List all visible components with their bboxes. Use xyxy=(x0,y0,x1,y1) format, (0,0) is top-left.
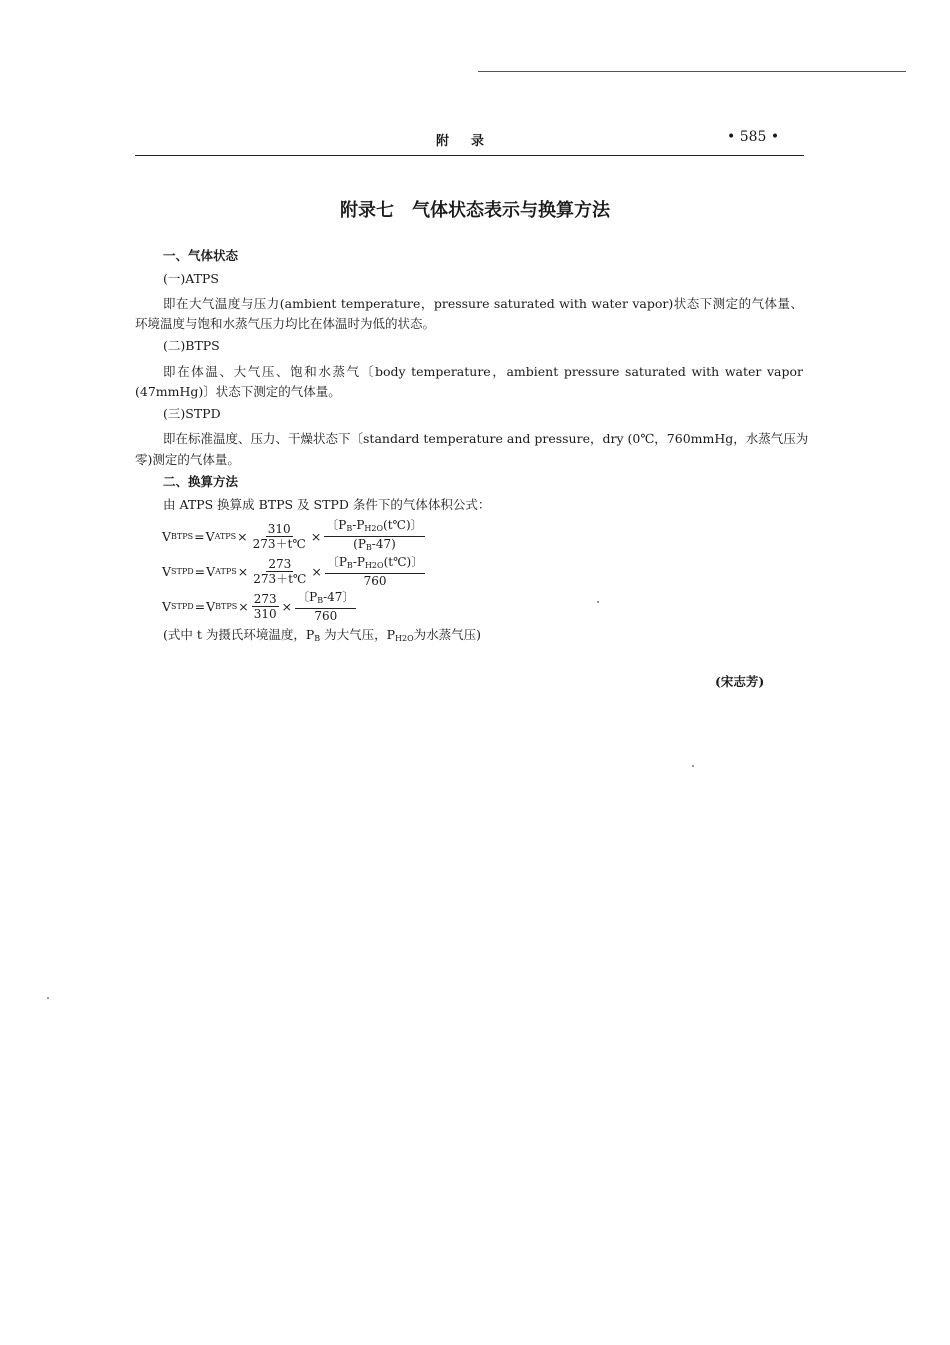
times-sign: × xyxy=(281,598,293,614)
formula-stpd-from-atps xyxy=(162,553,427,589)
numerator xyxy=(295,590,356,609)
fraction xyxy=(295,590,356,623)
times-sign: × xyxy=(237,528,248,544)
numerator: 273 xyxy=(253,591,277,606)
formula-stpd-from-btps xyxy=(162,588,358,624)
denominator: 273＋t℃ xyxy=(253,571,307,586)
formula-subscript: BTPS xyxy=(215,601,238,611)
header-rule xyxy=(135,155,804,156)
fraction xyxy=(252,592,279,621)
atps-label: (一)ATPS xyxy=(163,271,219,286)
formula-symbol: V xyxy=(206,598,216,614)
formula-subscript: STPD xyxy=(171,601,194,611)
stpd-text-line-2: 零)测定的气体量。 xyxy=(135,452,240,467)
subscript-b: B xyxy=(365,542,372,552)
formula-symbol: V xyxy=(162,528,172,544)
subscript-b: B xyxy=(317,595,324,605)
formula-symbol: V xyxy=(206,563,216,579)
equals-sign: = xyxy=(194,563,206,579)
denominator xyxy=(351,537,398,555)
section-heading-gas-states: 一、气体状态 xyxy=(163,248,239,263)
subscript-b: B xyxy=(346,560,353,570)
denominator: 760 xyxy=(314,608,338,623)
equals-sign: = xyxy=(194,598,206,614)
formula-subscript: ATPS xyxy=(215,566,237,576)
numerator: 273 xyxy=(268,556,292,571)
formula-subscript: BTPS xyxy=(171,531,194,541)
subscript-b: B xyxy=(314,634,321,643)
numerator-part: -P xyxy=(352,554,365,569)
numerator-part: -P xyxy=(352,517,365,532)
times-sign: × xyxy=(238,598,249,614)
btps-label: (二)BTPS xyxy=(163,338,220,353)
subscript-h2o: H2O xyxy=(395,634,414,643)
stpd-text-line-1: 即在标准温度、压力、干燥状态下〔standard temperature and pressure，dry (0℃，760mmHg，水蒸气压为 xyxy=(163,431,809,446)
numerator-part: -47〕 xyxy=(323,589,355,604)
stpd-label: (三)STPD xyxy=(163,406,221,421)
btps-text-line-2: (47mmHg)〕状态下测定的气体量。 xyxy=(135,384,341,399)
fraction xyxy=(325,555,425,588)
fraction xyxy=(324,518,424,555)
note-part: (式中 t 为摄氏环境温度，P xyxy=(163,627,315,642)
btps-text-line-1: 即在体温、大气压、饱和水蒸气〔body temperature，ambient pressure saturated with water vapor xyxy=(163,364,803,379)
denominator: 273＋t℃ xyxy=(252,536,306,551)
numerator-part: 〔P xyxy=(326,554,347,569)
running-title: 附录 xyxy=(436,134,507,149)
formula-btps xyxy=(162,518,427,554)
times-sign: × xyxy=(311,563,322,579)
subscript-b: B xyxy=(346,523,353,533)
denominator-part: -47) xyxy=(371,536,396,551)
times-sign: × xyxy=(310,528,322,544)
numerator-part: 〔P xyxy=(326,517,347,532)
formula-symbol: V xyxy=(205,528,215,544)
atps-text-line-1: 即在大气温度与压力(ambient temperature，pressure saturated with water vapor)状态下测定的气体量、 xyxy=(163,296,803,311)
scan-speck xyxy=(597,601,599,603)
top-rule xyxy=(478,71,906,72)
numerator xyxy=(324,518,424,537)
section-heading-conversion: 二、换算方法 xyxy=(163,474,239,489)
appendix-title: 附录七 气体状态表示与换算方法 xyxy=(340,200,610,221)
subscript-h2o: H2O xyxy=(364,523,384,533)
formula-symbol: V xyxy=(162,598,172,614)
conversion-intro: 由 ATPS 换算成 BTPS 及 STPD 条件下的气体体积公式： xyxy=(163,497,491,512)
fraction xyxy=(251,522,308,551)
formula-note xyxy=(163,627,481,647)
page-number: • 585 • xyxy=(727,129,780,145)
author-credit: (宋志芳) xyxy=(715,674,765,689)
numerator: 310 xyxy=(267,521,291,536)
times-sign: × xyxy=(237,563,249,579)
note-part: 为大气压，P xyxy=(320,627,396,642)
formula-symbol: V xyxy=(162,563,172,579)
numerator-part: (t℃)〕 xyxy=(383,554,424,569)
scan-speck xyxy=(692,765,694,767)
numerator-part: 〔P xyxy=(297,589,318,604)
formula-subscript: ATPS xyxy=(214,531,237,541)
denominator: 310 xyxy=(253,606,277,621)
formula-subscript: STPD xyxy=(171,566,194,576)
subscript-h2o: H2O xyxy=(364,560,384,570)
denominator-part: (P xyxy=(353,536,366,551)
scan-speck xyxy=(47,997,49,999)
numerator xyxy=(325,555,425,574)
note-part: 为水蒸气压) xyxy=(413,627,482,642)
numerator-part: (t℃)〕 xyxy=(383,517,423,532)
atps-text-line-2: 环境温度与饱和水蒸气压力均比在体温时为低的状态。 xyxy=(135,316,436,331)
denominator: 760 xyxy=(363,573,387,588)
fraction xyxy=(251,557,308,586)
equals-sign: = xyxy=(194,528,205,544)
